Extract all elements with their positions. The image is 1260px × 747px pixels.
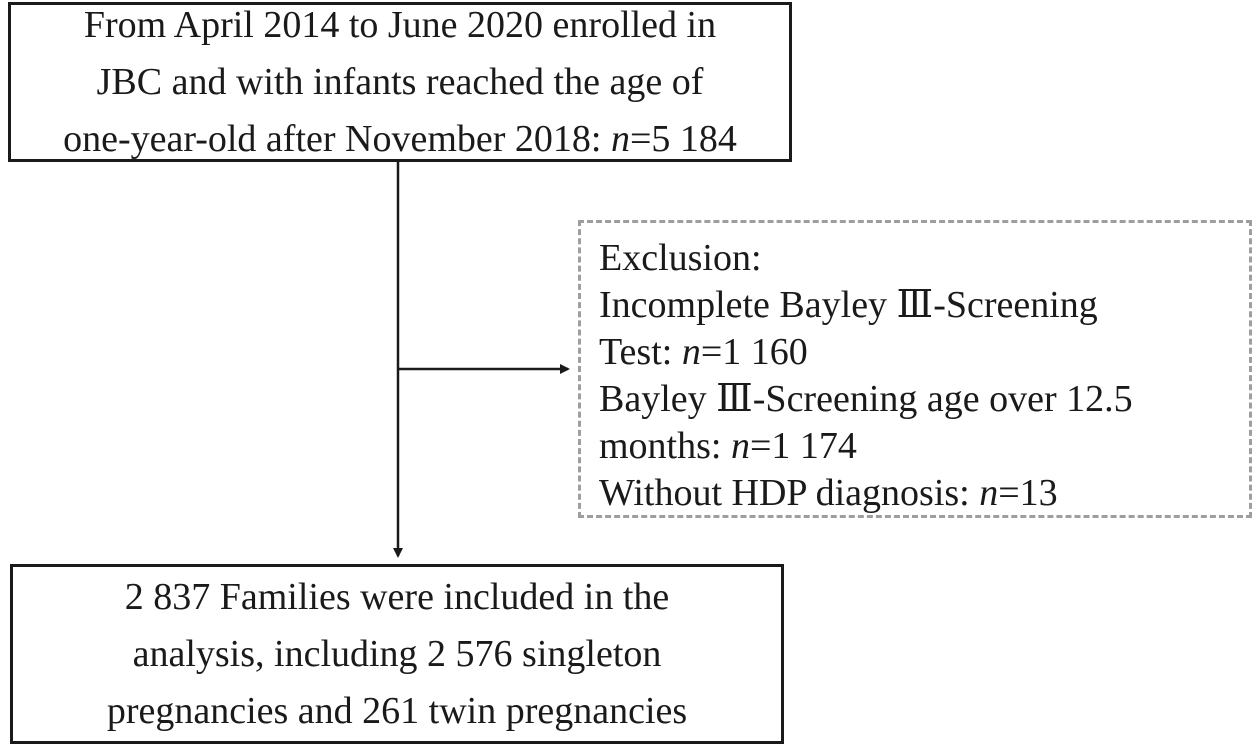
- final-sample-line-1: 2 837 Families were included in the: [124, 575, 670, 618]
- exclusion-box: [578, 220, 1252, 518]
- exclusion-item-1-prefix: Test:: [599, 331, 682, 373]
- enrollment-line-2: JBC and with infants reached the age of: [96, 60, 704, 103]
- exclusion-item-3-var: n: [979, 472, 999, 514]
- exclusion-item-3-value: =13: [998, 472, 1058, 514]
- exclusion-item-2-value: =1 174: [749, 425, 857, 467]
- exclusion-item-2-line-2: [599, 423, 1249, 470]
- enrollment-line-3-prefix: one-year-old after November 2018:: [63, 117, 611, 160]
- enrollment-box: [8, 2, 792, 162]
- exclusion-item-3-prefix: Without HDP diagnosis:: [599, 472, 980, 514]
- final-sample-line-2: analysis, including 2 576 singleton: [132, 632, 662, 675]
- exclusion-item-2-var: n: [730, 425, 750, 467]
- exclusion-item-1-value: =1 160: [700, 331, 808, 373]
- final-sample-box: [10, 564, 784, 744]
- exclusion-item-1-var: n: [681, 331, 701, 373]
- enrollment-n-var: n: [610, 117, 630, 160]
- exclusion-item-3: [599, 470, 1249, 517]
- exclusion-title: Exclusion:: [599, 237, 762, 279]
- exclusion-item-1-line-1: Incomplete Bayley Ⅲ-Screening: [599, 284, 1098, 326]
- final-sample-line-3: pregnancies and 261 twin pregnancies: [106, 689, 688, 732]
- exclusion-item-2-line-1: Bayley Ⅲ-Screening age over 12.5: [599, 378, 1133, 420]
- enrollment-n-value: =5 184: [629, 117, 737, 160]
- exclusion-item-1-line-2: [599, 329, 1249, 376]
- exclusion-item-2-prefix: months:: [599, 425, 731, 467]
- enrollment-line-3: [63, 111, 737, 168]
- enrollment-line-1: From April 2014 to June 2020 enrolled in: [83, 3, 717, 46]
